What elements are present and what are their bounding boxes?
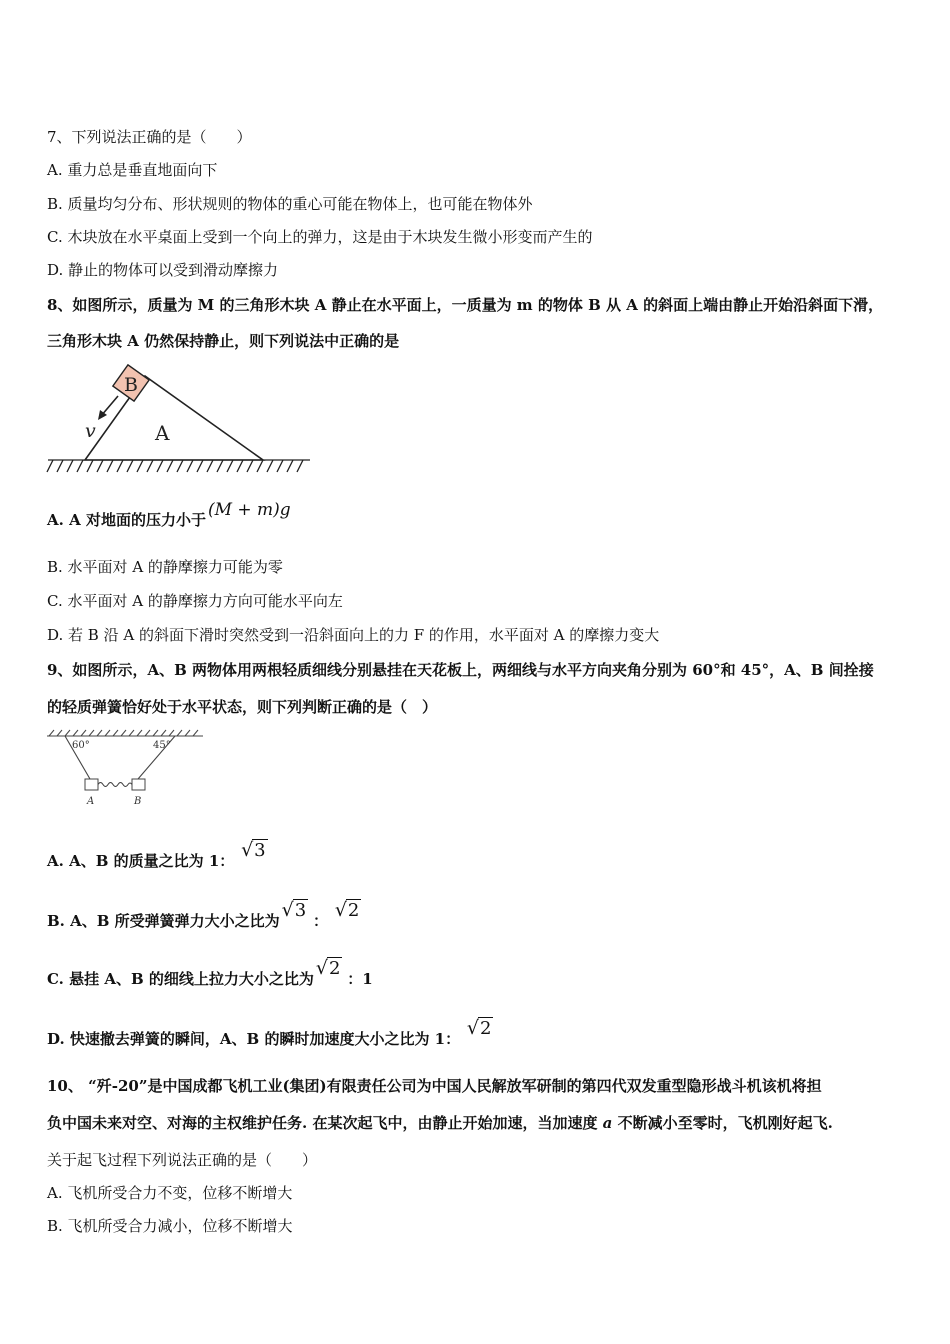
q9-option-b-radicand-2: 2 [347, 900, 360, 921]
q9-option-b-radicand-1: 3 [294, 900, 307, 921]
wedge-a-label: A [155, 421, 170, 445]
q7-stem: 7、下列说法正确的是（ ） [47, 128, 252, 146]
block-a [85, 779, 98, 790]
sqrt-symbol: √2 [334, 899, 360, 921]
q9-option-c-text: C. 悬挂 A、B 的细线上拉力大小之比为 [47, 970, 314, 988]
q9-option-c [47, 957, 373, 989]
spring [98, 783, 132, 787]
block-b [132, 779, 145, 790]
sqrt-symbol: √3 [281, 899, 307, 921]
block-b-label: B [134, 796, 142, 807]
q9-option-b-text: B. A、B 所受弹簧弹力大小之比为 [47, 912, 280, 930]
q8-option-a [47, 500, 291, 530]
q8-option-a-text: A. A 对地面的压力小于 [47, 511, 206, 529]
angle-left-label: 60° [72, 740, 90, 751]
q10-option-a: A. 飞机所受合力不变，位移不断增大 [47, 1184, 293, 1202]
q10-stem-line2-end: 不断减小至零时，飞机刚好起飞. [612, 1114, 833, 1132]
q10-stem-line3: 关于起飞过程下列说法正确的是（ ） [47, 1151, 318, 1169]
q7-option-a: A. 重力总是垂直地面向下 [47, 161, 218, 179]
q8-option-a-math: (M + m)g [207, 500, 291, 520]
q10-stem-line2 [47, 1113, 833, 1133]
velocity-label: v [85, 420, 96, 442]
q7-option-c: C. 木块放在水平桌面上受到一个向上的弹力，这是由于木块发生微小形变而产生的 [47, 228, 593, 246]
q8-wedge-figure [45, 362, 315, 477]
q8-stem-line1: 8、如图所示，质量为 M 的三角形木块 A 静止在水平面上，一质量为 m 的物体 B 从 A 的斜面上端由静止开始沿斜面下滑， [47, 296, 884, 314]
q8-option-b: B. 水平面对 A 的静摩擦力可能为零 [47, 558, 283, 576]
q10-option-b: B. 飞机所受合力减小，位移不断增大 [47, 1217, 293, 1235]
q8-option-d: D. 若 B 沿 A 的斜面下滑时突然受到一沿斜面向上的力 F 的作用，水平面对 A 的摩擦力变大 [47, 626, 660, 644]
q8-stem-line2: 三角形木块 A 仍然保持静止，则下列说法中正确的是 [47, 332, 400, 350]
q9-option-c-tail: ：1 [347, 970, 373, 988]
block-a-label: A [87, 796, 95, 807]
angle-right-label: 45° [153, 740, 171, 751]
sqrt-symbol: √2 [315, 957, 341, 979]
ceiling-hatching [47, 730, 203, 736]
q9-option-c-radicand: 2 [329, 958, 341, 979]
q9-option-a-text: A. A、B 的质量之比为 1： [47, 852, 235, 870]
q9-option-b [47, 899, 361, 931]
q9-stem-line1: 9、如图所示，A、B 两物体用两根轻质细线分别悬挂在天花板上，两细线与水平方向夹角分别为 60°和 45°，A、B 间拴接 [47, 661, 874, 679]
sqrt-symbol: √2 [466, 1017, 492, 1039]
q10-variable-a: a [602, 1114, 613, 1132]
q9-stem-line2: 的轻质弹簧恰好处于水平状态，则下列判断正确的是（ ） [47, 698, 438, 716]
block-b-label: B [124, 374, 138, 396]
sqrt-symbol: √3 [241, 839, 266, 861]
ground-hatching [47, 460, 310, 472]
q8-option-c: C. 水平面对 A 的静摩擦力方向可能水平向左 [47, 592, 343, 610]
q9-option-d [47, 1017, 493, 1049]
q7-option-d: D. 静止的物体可以受到滑动摩擦力 [47, 261, 279, 279]
q9-option-b-separator: ： [313, 912, 329, 930]
q9-option-a-radicand: 3 [254, 840, 266, 861]
q9-spring-figure [45, 728, 210, 810]
q9-option-a [47, 839, 268, 871]
q10-stem-line2-start: 负中国未来对空、对海的主权维护任务. 在某次起飞中，由静止开始加速，当加速度 [47, 1114, 603, 1132]
q7-option-b: B. 质量均匀分布、形状规则的物体的重心可能在物体上，也可能在物体外 [47, 195, 533, 213]
q9-option-d-text: D. 快速撤去弹簧的瞬间，A、B 的瞬时加速度大小之比为 1： [47, 1030, 461, 1048]
q9-option-d-radicand: 2 [480, 1018, 492, 1039]
wedge-a [85, 376, 263, 460]
q10-stem-line1: 10、 “歼-20”是中国成都飞机工业(集团)有限责任公司为中国人民解放军研制的第四代双发重型隐形战斗机该机将担 [47, 1077, 822, 1095]
